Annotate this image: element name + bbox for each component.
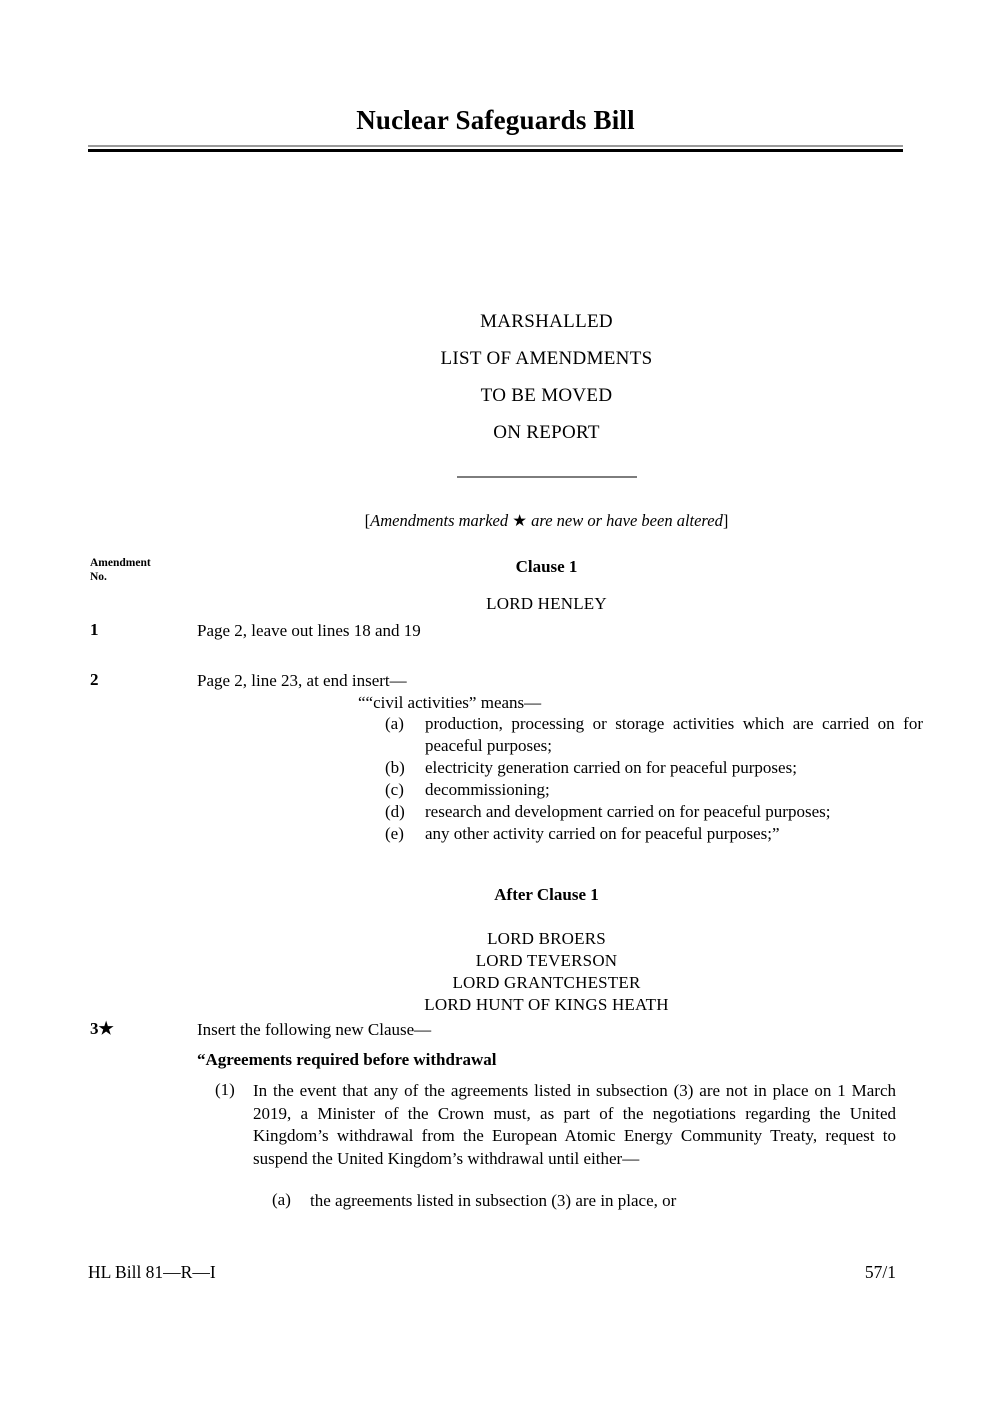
list-item [385, 779, 923, 801]
list-item [385, 823, 923, 845]
heading-line-2: LIST OF AMENDMENTS [440, 348, 653, 369]
amendment-no-label-line-1: Amendment [90, 557, 151, 569]
sub-item-marker: (a) [272, 1190, 291, 1209]
subsection-1 [215, 1080, 896, 1170]
new-clause-title: “Agreements required before withdrawal [197, 1050, 497, 1069]
amendment-row-2 [90, 670, 896, 692]
star-icon: ★ [98, 1019, 114, 1038]
list-item [385, 713, 923, 757]
definition-line-civil-activities: ““civil activities” means— [358, 693, 542, 712]
amendment-no-column-label [90, 556, 210, 584]
member-name: LORD TEVERSON [475, 951, 618, 970]
list-marker: (a) [385, 714, 404, 733]
member-name: LORD GRANTCHESTER [452, 973, 641, 992]
amendment-text-3: Insert the following new Clause— [197, 1020, 432, 1039]
star-legend-note [197, 511, 896, 531]
header-rule-thick [88, 149, 903, 152]
amendment-number-3 [90, 1019, 185, 1039]
heading-line-4: ON REPORT [493, 422, 600, 443]
list-item-text: production, processing or storage activities which are carried on for peaceful purposes; [425, 714, 923, 755]
amendment-number-1: 1 [90, 620, 99, 639]
member-name-clause-1: LORD HENLEY [486, 594, 607, 613]
note-open-bracket: [ [364, 511, 371, 530]
marshalled-list-heading [197, 303, 896, 478]
amendment-row-1 [90, 620, 896, 642]
page-footer [88, 1262, 896, 1283]
subsection-marker: (1) [215, 1080, 235, 1099]
star-icon: ★ [512, 511, 528, 530]
list-item-text: electricity generation carried on for peaceful purposes; [425, 758, 797, 777]
definition-item-list [385, 713, 923, 845]
amendment-row-3 [90, 1019, 896, 1041]
list-marker: (d) [385, 802, 405, 821]
list-item-text: decommissioning; [425, 780, 550, 799]
heading-line-1: MARSHALLED [480, 311, 613, 332]
section-heading-clause-1: Clause 1 [515, 557, 578, 576]
header-divider [88, 145, 903, 152]
note-text-before: Amendments marked [370, 511, 513, 530]
amendment-number-2: 2 [90, 670, 99, 689]
amendment-text-1: Page 2, leave out lines 18 and 19 [197, 621, 421, 640]
heading-divider-rule [457, 476, 637, 478]
note-close-bracket: ] [722, 511, 729, 530]
subsection-sub-item-a [272, 1190, 896, 1212]
note-text-after: are new or have been altered [527, 511, 723, 530]
subsection-text: In the event that any of the agreements listed in subsection (3) are not in place on 1 March 2019, a Minister of the Crown must, as part of the negotiations regarding the United Kingdom’s withdrawal from the European Atomic Energy Community Treaty, request to suspend the United Kingdom’s withdrawal until either— [253, 1081, 896, 1168]
sub-item-text: the agreements listed in subsection (3) are in place, or [310, 1191, 677, 1210]
section-heading-after-clause-1: After Clause 1 [494, 885, 599, 904]
amendment-number-value: 3 [90, 1019, 99, 1038]
list-item [385, 801, 923, 823]
bill-reference: HL Bill 81—R—I [88, 1262, 216, 1282]
list-marker: (c) [385, 780, 404, 799]
list-item-text: any other activity carried on for peaceful purposes;” [425, 824, 780, 843]
page-title: Nuclear Safeguards Bill [356, 105, 635, 135]
amendment-text-2: Page 2, line 23, at end insert— [197, 671, 407, 690]
heading-line-3: TO BE MOVED [480, 385, 613, 406]
list-marker: (e) [385, 824, 404, 843]
member-name: LORD BROERS [487, 929, 606, 948]
amendment-no-label-line-2: No. [90, 571, 107, 583]
member-name-list-after-clause-1 [197, 928, 896, 1016]
page-number: 57/1 [864, 1262, 896, 1282]
list-marker: (b) [385, 758, 405, 777]
list-item [385, 757, 923, 779]
list-item-text: research and development carried on for peaceful purposes; [425, 802, 831, 821]
member-name: LORD HUNT OF KINGS HEATH [424, 995, 669, 1014]
